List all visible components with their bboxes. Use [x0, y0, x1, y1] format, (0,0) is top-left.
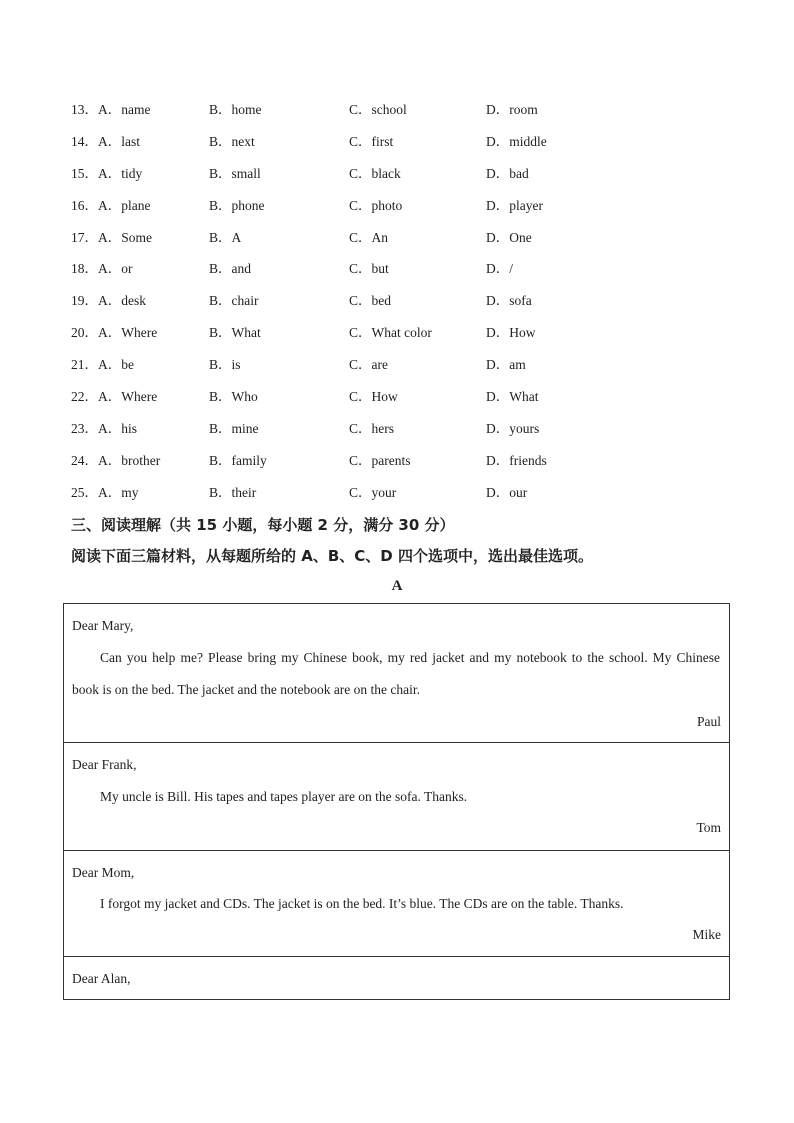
- option-d: D．bad: [486, 165, 529, 181]
- question-number: 23．: [71, 420, 98, 436]
- option-a: [71, 99, 150, 121]
- question-number: 22．: [71, 389, 98, 405]
- question-number: 18．: [71, 261, 98, 277]
- question-number: 24．: [71, 452, 98, 468]
- option-c: C．but: [349, 261, 389, 277]
- option-c: C．black: [349, 165, 401, 181]
- option-c: C．parents: [349, 452, 411, 468]
- option-d: D．player: [486, 197, 543, 213]
- option-b: B．home: [209, 102, 262, 117]
- option-a-text: A．Where: [98, 389, 158, 405]
- option-c: C．How: [349, 389, 398, 405]
- option-d: D．am: [486, 357, 526, 373]
- letter-to-mom: [64, 851, 729, 957]
- option-b: B．A: [209, 229, 242, 245]
- question-number: 19．: [71, 293, 98, 309]
- option-a-text: A．Where: [98, 325, 158, 341]
- option-a-text: A．brother: [98, 452, 161, 468]
- option-a: [71, 418, 137, 440]
- option-a-text: A．last: [98, 133, 140, 149]
- option-d: D．One: [486, 229, 532, 245]
- letter-greeting: Dear Alan,: [72, 971, 131, 986]
- question-number: 15．: [71, 165, 98, 181]
- option-d: D．How: [486, 325, 536, 341]
- option-c: C．What color: [349, 325, 432, 341]
- option-a-text: A．be: [98, 357, 134, 373]
- option-b: B．family: [209, 452, 267, 468]
- option-a-text: A．my: [98, 484, 139, 500]
- letter-signature: Paul: [696, 714, 721, 729]
- question-number: 21．: [71, 357, 98, 373]
- option-c: C．hers: [349, 420, 394, 436]
- option-c: C．photo: [349, 197, 403, 213]
- option-a: [71, 354, 134, 376]
- question-number: 20．: [71, 325, 98, 341]
- option-a: [71, 290, 146, 312]
- option-d: D．our: [486, 484, 528, 500]
- letter-to-alan: [64, 957, 729, 999]
- option-c: C．bed: [349, 293, 391, 309]
- option-a-text: A．name: [98, 102, 151, 117]
- option-c: C．school: [349, 102, 407, 117]
- option-a: [71, 195, 150, 217]
- option-a-text: A．desk: [98, 293, 146, 309]
- option-a-text: A．or: [98, 261, 133, 277]
- section-instruction: 阅读下面三篇材料，从每题所给的 A、B、C、D 四个选项中，选出最佳选项。: [71, 547, 593, 565]
- option-a: [71, 386, 157, 408]
- option-a: [71, 258, 133, 280]
- letter-to-frank: [64, 743, 729, 851]
- option-a: [71, 482, 139, 504]
- option-d: D．middle: [486, 133, 547, 149]
- option-a: [71, 131, 140, 153]
- option-c: C．first: [349, 133, 394, 149]
- passage-label: A: [391, 578, 403, 594]
- letter-greeting: Dear Frank,: [72, 757, 137, 772]
- option-b: B．chair: [209, 293, 259, 309]
- letters-table: [63, 603, 730, 1000]
- option-b: B．small: [209, 165, 261, 181]
- option-b: B．mine: [209, 420, 259, 436]
- option-a-text: A．Some: [98, 229, 152, 245]
- option-b: B．their: [209, 484, 257, 500]
- letter-body-line: My uncle is Bill. His tapes and tapes player are on the sofa. Thanks.: [100, 789, 468, 804]
- letter-signature: Mike: [692, 927, 721, 942]
- letter-greeting: Dear Mom,: [72, 865, 135, 880]
- question-number: 25．: [71, 484, 98, 500]
- option-d: D．friends: [486, 452, 547, 468]
- option-b: B．next: [209, 133, 255, 149]
- question-number: 13．: [71, 102, 98, 117]
- option-d: D．What: [486, 389, 539, 405]
- option-a-text: A．tidy: [98, 165, 143, 181]
- option-b: B．is: [209, 357, 241, 373]
- option-b: B．and: [209, 261, 251, 277]
- letter-signature: Tom: [696, 820, 721, 835]
- option-c: C．your: [349, 484, 397, 500]
- option-a: [71, 322, 157, 344]
- question-number: 16．: [71, 197, 98, 213]
- option-b: B．What: [209, 325, 261, 341]
- option-a: [71, 227, 152, 249]
- option-a: [71, 163, 142, 185]
- option-a: [71, 450, 160, 472]
- option-b: B．Who: [209, 389, 258, 405]
- option-a-text: A．plane: [98, 197, 151, 213]
- question-number: 17．: [71, 229, 98, 245]
- letter-body-line: book is on the bed. The jacket and the notebook are on the chair.: [72, 682, 421, 697]
- section-title: 三、阅读理解（共 15 小题，每小题 2 分，满分 30 分）: [71, 516, 455, 534]
- letter-to-mary: [64, 604, 729, 743]
- option-a-text: A．his: [98, 420, 138, 436]
- letter-body-line: I forgot my jacket and CDs. The jacket is on the bed. It’s blue. The CDs are on the table. Thanks.: [100, 896, 624, 911]
- option-d: D．sofa: [486, 293, 532, 309]
- option-c: C．are: [349, 357, 388, 373]
- letter-greeting: Dear Mary,: [72, 618, 134, 633]
- option-d: D．/: [486, 261, 513, 277]
- option-d: D．yours: [486, 420, 540, 436]
- option-c: C．An: [349, 229, 389, 245]
- letter-body-line: Can you help me? Please bring my Chinese book, my red jacket and my notebook to the school. My Chinese: [100, 650, 720, 665]
- question-number: 14．: [71, 133, 98, 149]
- option-d: D．room: [486, 102, 538, 117]
- option-b: B．phone: [209, 197, 265, 213]
